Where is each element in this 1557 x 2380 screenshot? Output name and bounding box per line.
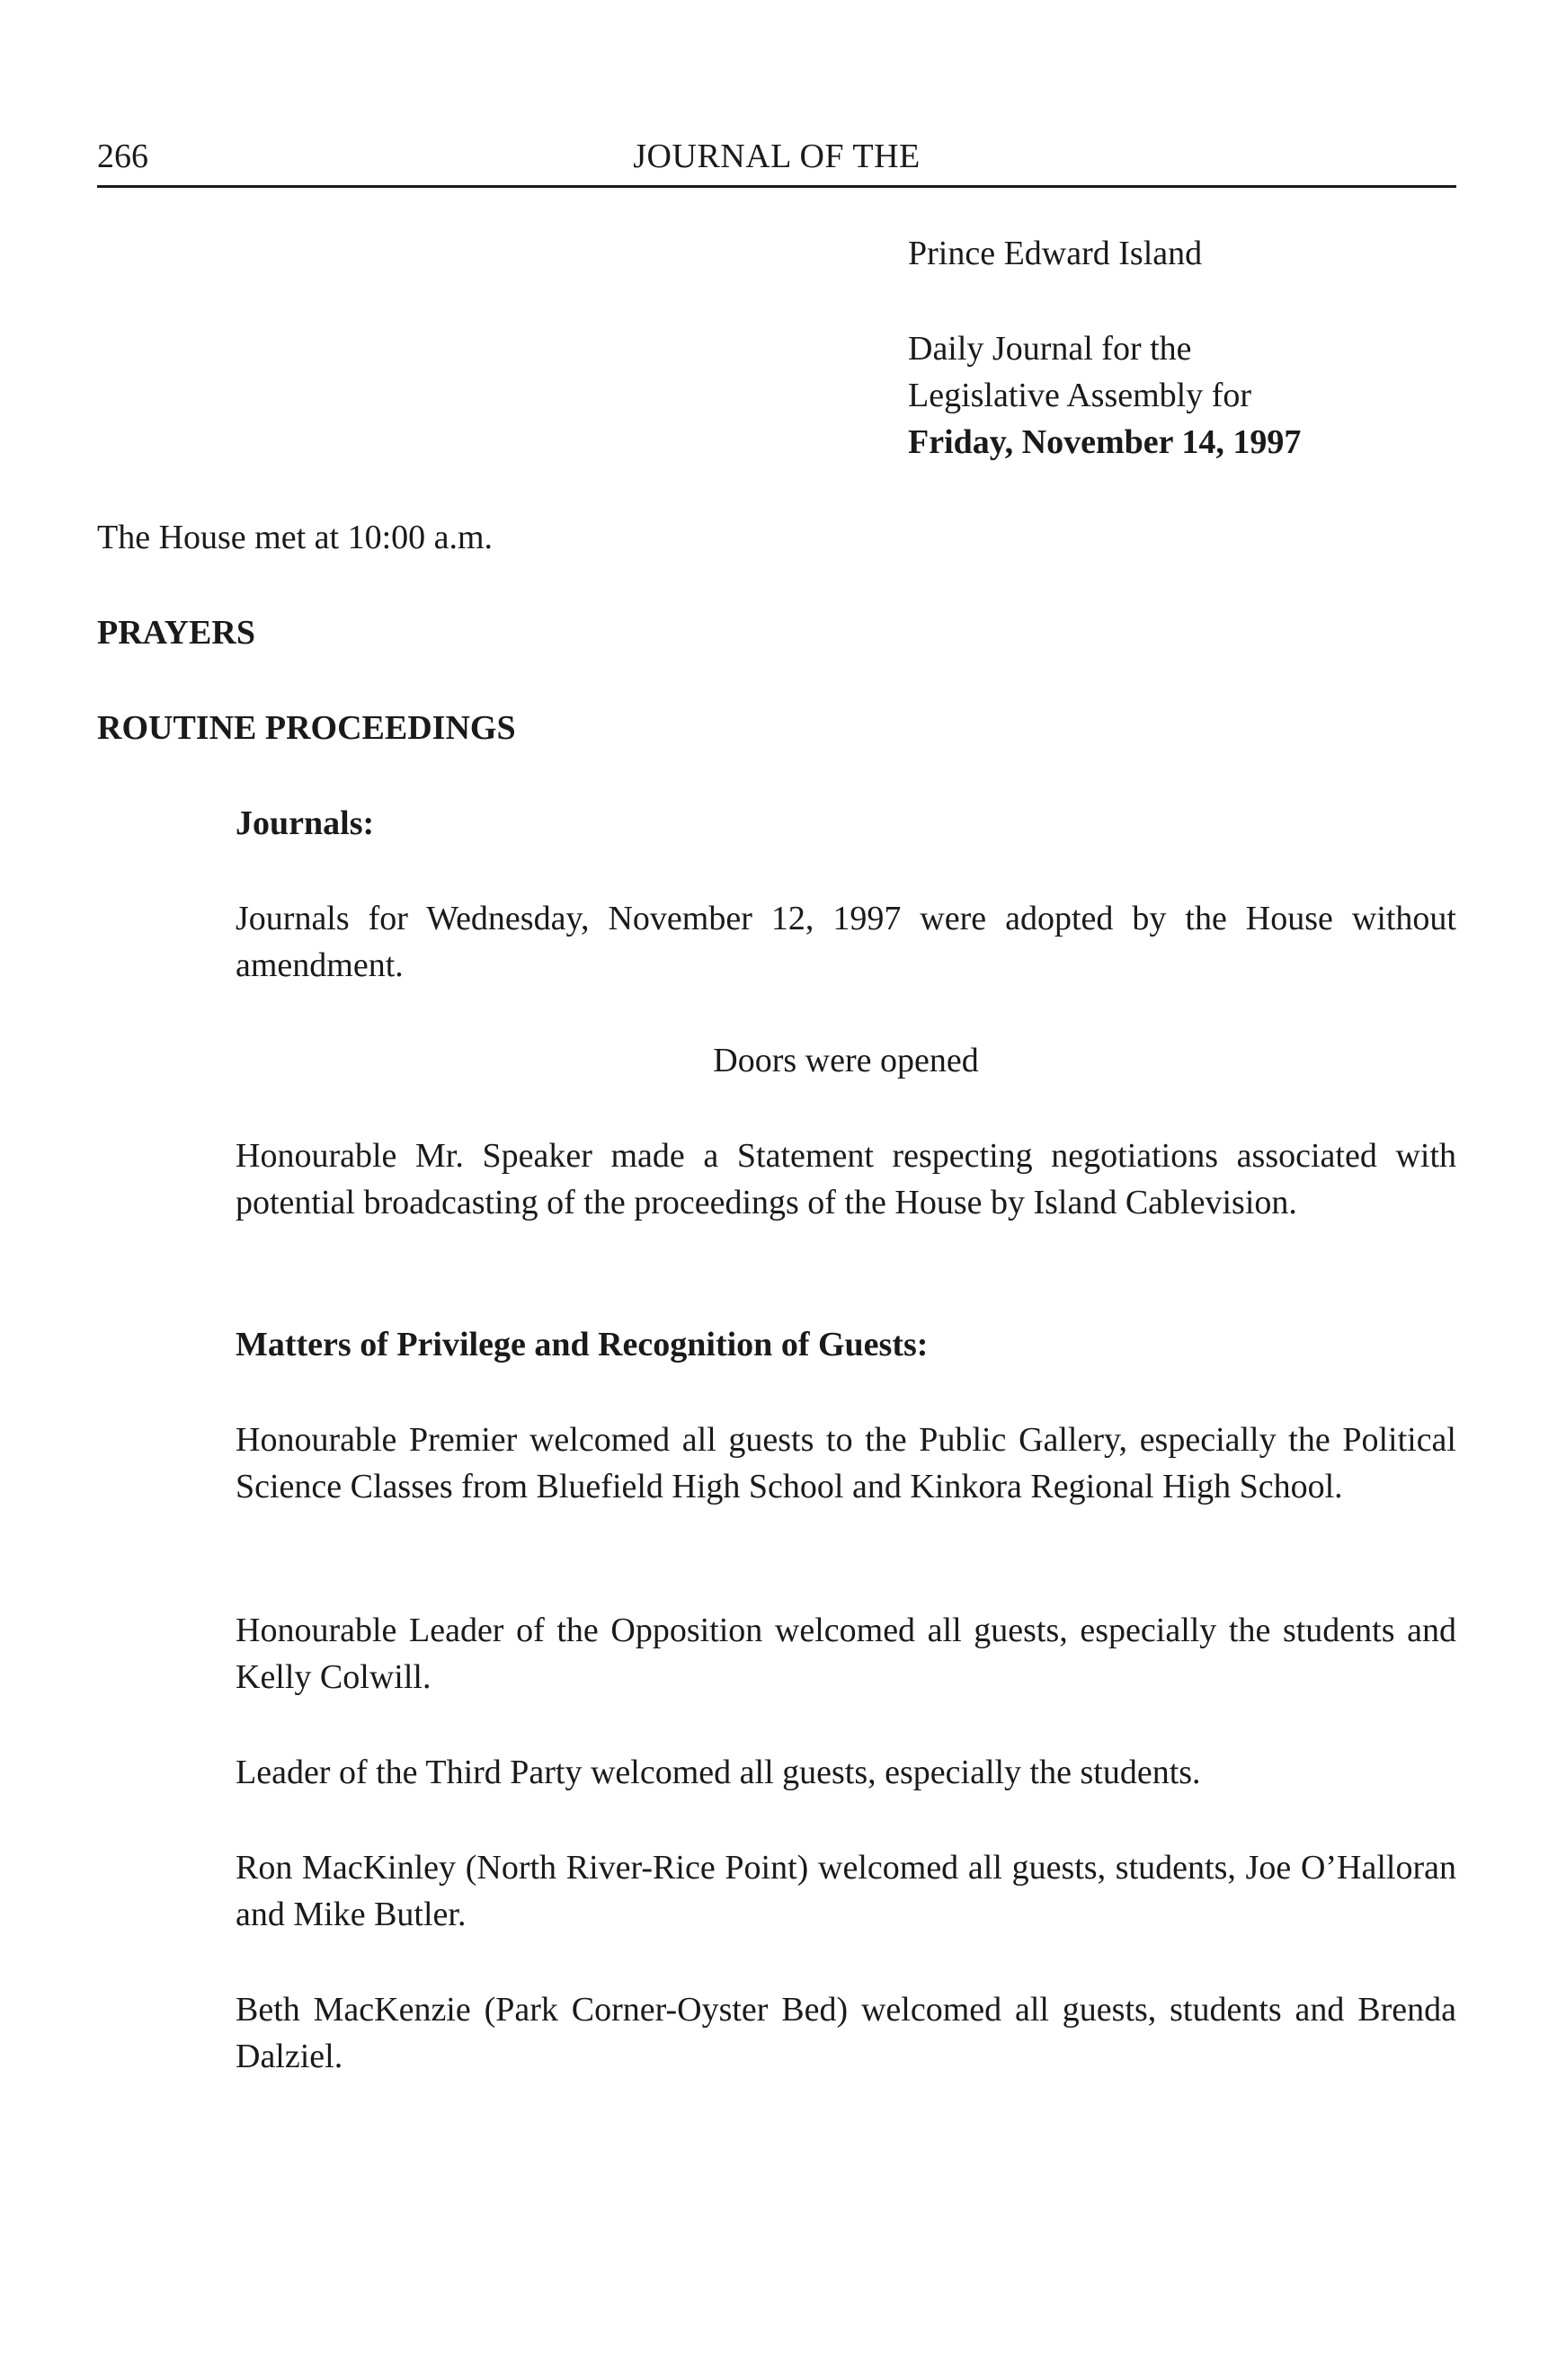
sitting-date: Friday, November 14, 1997 — [908, 423, 1302, 461]
guest-recognition-item: Beth MacKenzie (Park Corner-Oyster Bed) welcomed all guests, students and Brenda Dalziel. — [236, 1991, 1456, 2075]
house-met-time: The House met at 10:00 a.m. — [97, 519, 494, 556]
header-title: JOURNAL OF THE — [633, 138, 921, 175]
guest-recognition-item: Honourable Leader of the Opposition welcomed all guests, especially the students and Kelly Colwill. — [236, 1612, 1456, 1696]
privilege-heading: Matters of Privilege and Recognition of Guests: — [236, 1326, 929, 1363]
doors-opened-notice: Doors were opened — [713, 1042, 979, 1079]
province-name: Prince Edward Island — [908, 235, 1203, 272]
masthead-line-2: Legislative Assembly for — [908, 377, 1252, 414]
guest-recognition-item: Honourable Premier welcomed all guests to the Public Gallery, especially the Political Science Classes from Bluefield High School and Kinkora Regional High School. — [236, 1421, 1456, 1505]
guest-recognition-item: Ron MacKinley (North River-Rice Point) welcomed all guests, students, Joe O’Halloran and Mike Butler. — [236, 1849, 1456, 1933]
speaker-statement-paragraph: Honourable Mr. Speaker made a Statement respecting negotiations associated with potential broadcasting of the proceedings of the House by Island Cablevision. — [236, 1137, 1456, 1221]
prayers-heading: PRAYERS — [97, 614, 255, 652]
page-number: 266 — [97, 138, 148, 175]
journals-paragraph: Journals for Wednesday, November 12, 1997 were adopted by the House without amendment. — [236, 900, 1456, 984]
journals-heading: Journals: — [236, 804, 375, 842]
masthead-line-1: Daily Journal for the — [908, 330, 1192, 368]
running-header — [97, 133, 1456, 180]
guest-recognition-item: Leader of the Third Party welcomed all guests, especially the students. — [236, 1754, 1201, 1791]
routine-proceedings-heading: ROUTINE PROCEEDINGS — [97, 709, 516, 747]
header-rule — [97, 185, 1456, 188]
